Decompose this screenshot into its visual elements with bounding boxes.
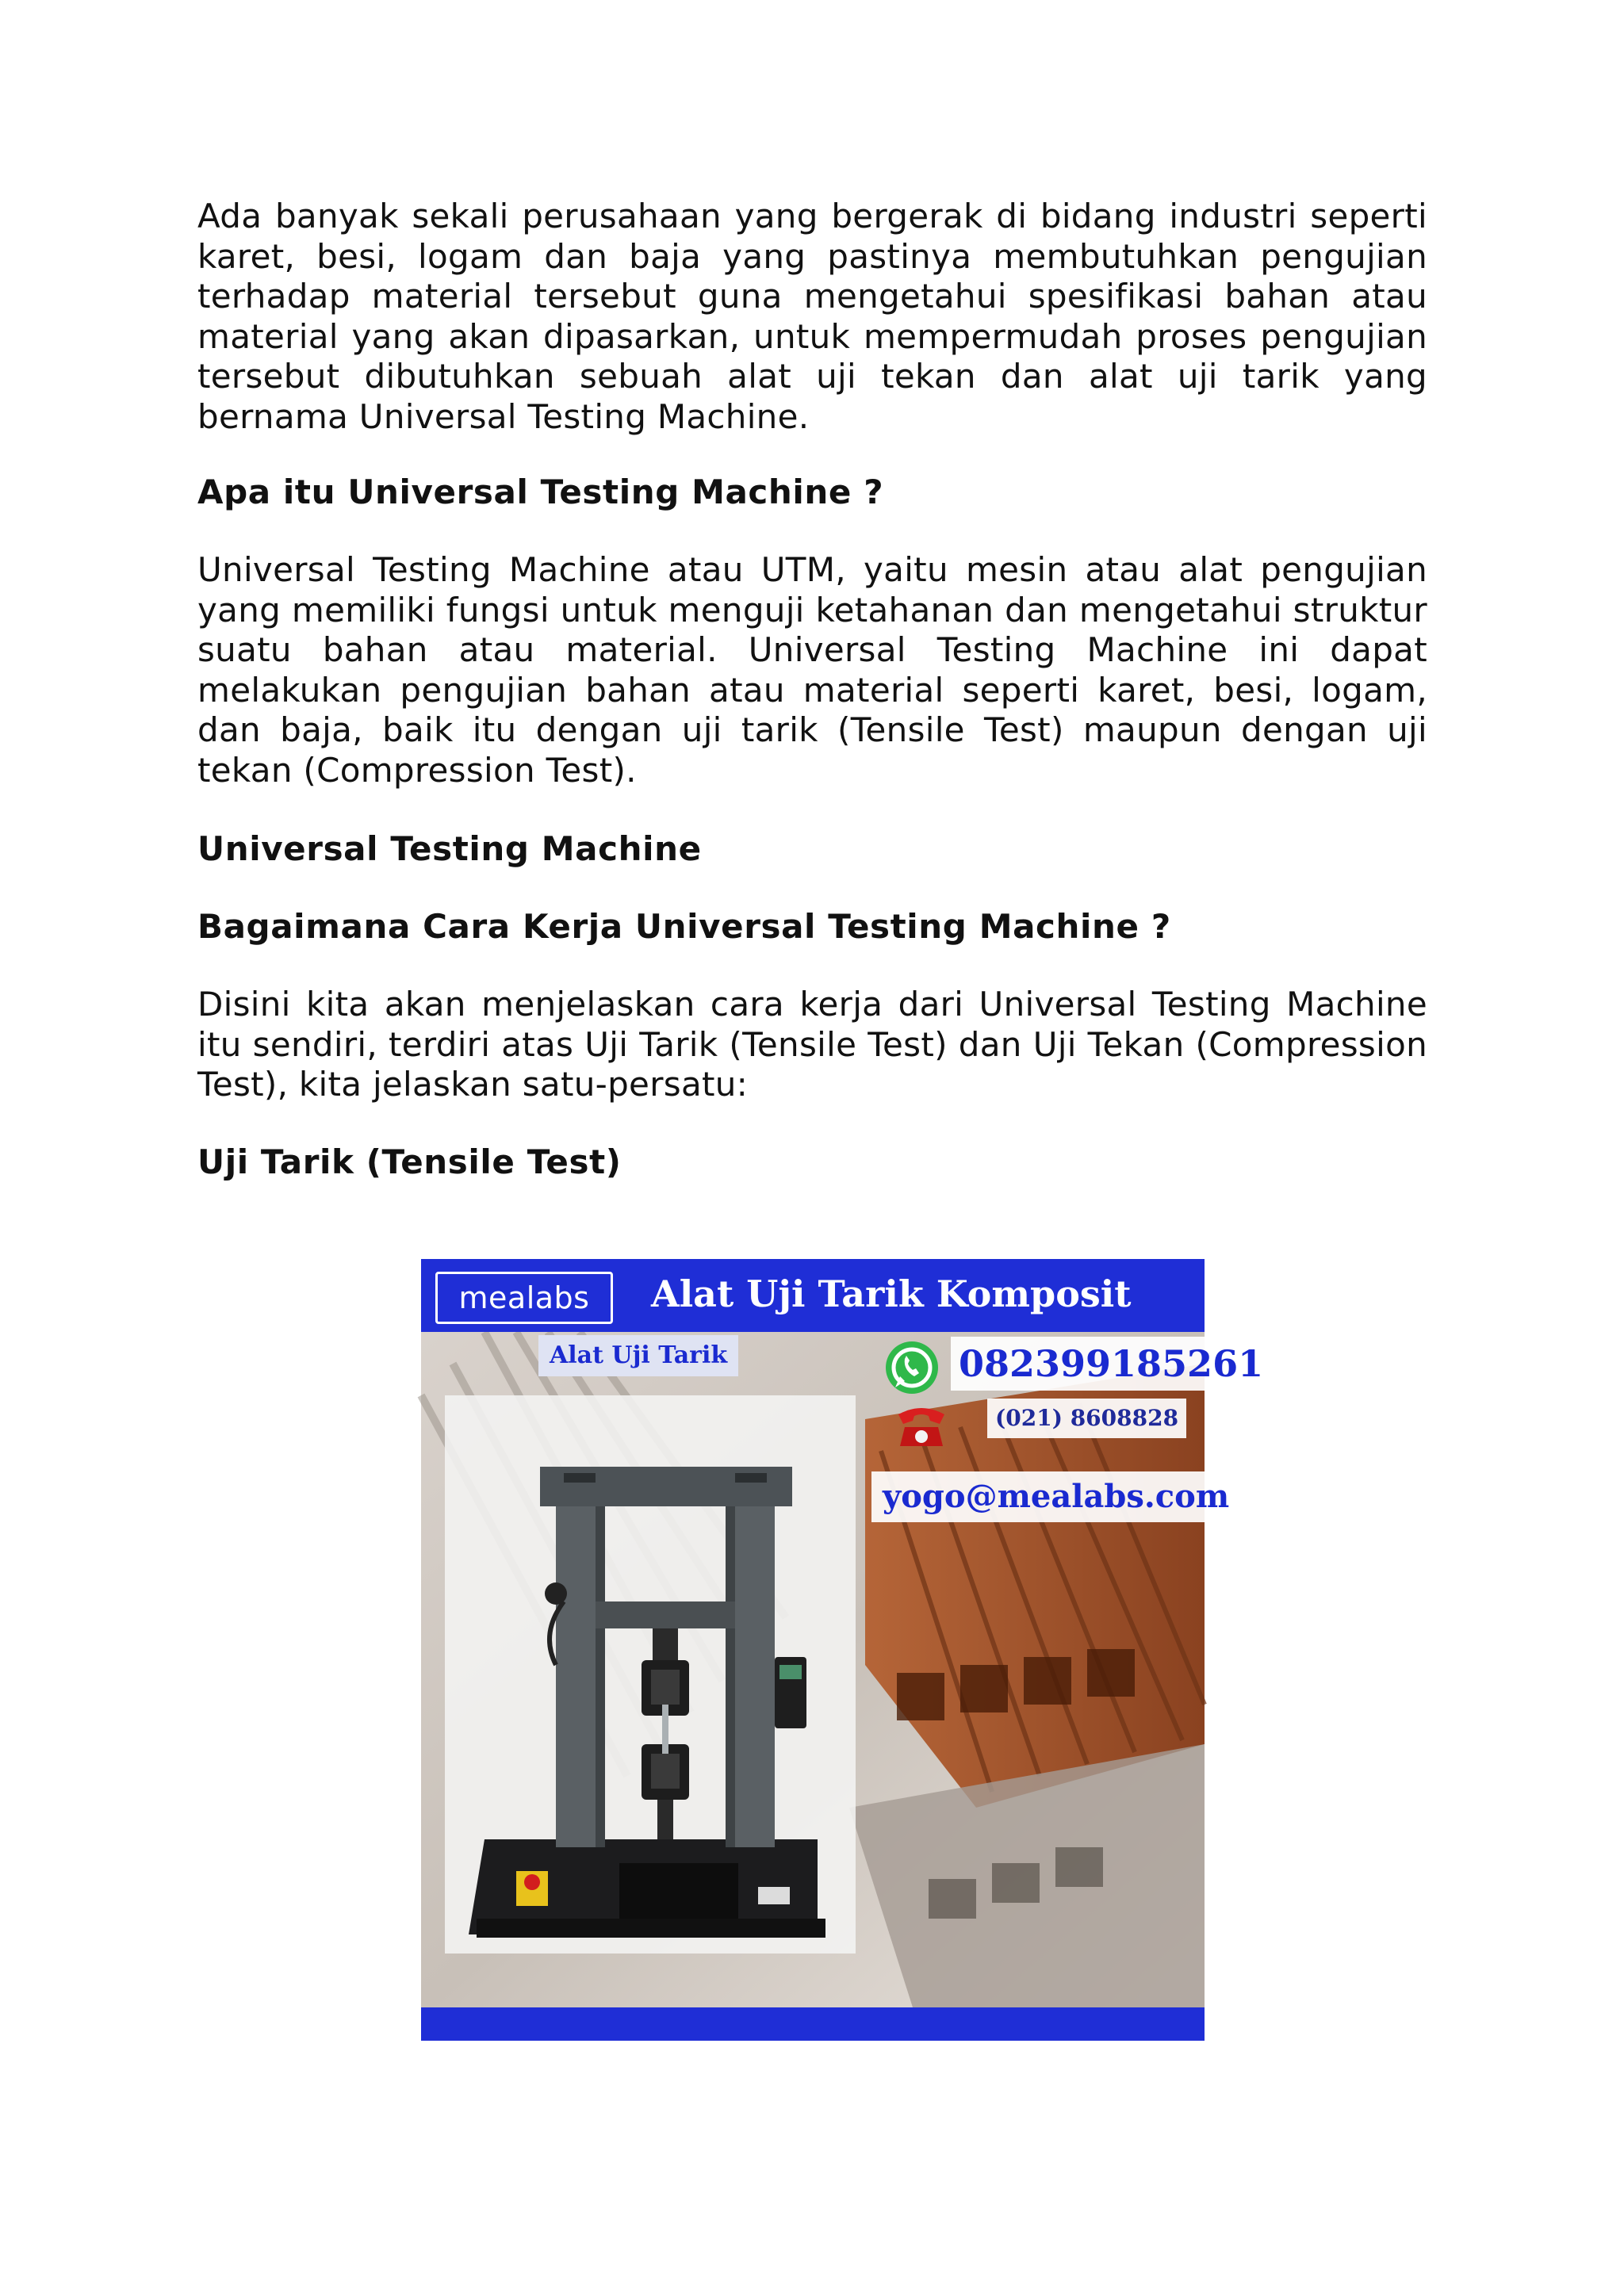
email-address: yogo@mealabs.com xyxy=(871,1471,1240,1522)
heading-how-utm-works: Bagaimana Cara Kerja Universal Testing Machine ? xyxy=(197,907,1171,946)
heading-tensile-test: Uji Tarik (Tensile Test) xyxy=(197,1142,622,1181)
telephone-number: (021) 8608828 xyxy=(987,1399,1186,1438)
heading-block-1 xyxy=(197,473,1427,512)
mealabs-logo: mealabs xyxy=(435,1272,613,1324)
product-image xyxy=(421,1259,1264,2041)
product-label: Alat Uji Tarik xyxy=(538,1335,738,1376)
heading-block-4 xyxy=(197,1142,1427,1182)
telephone-icon xyxy=(894,1400,949,1449)
bottom-bar xyxy=(421,2007,1205,2041)
whatsapp-icon xyxy=(883,1338,941,1397)
intro-paragraph: Ada banyak sekali perusahaan yang bergerak di bidang industri seperti karet, besi, logam dan baja yang pastinya membutuhkan pengujian terhadap material tersebut guna mengetahui spesifikasi bahan atau material yang akan dipasarkan, untuk mempermudah proses pengujian tersebut dibutuhkan sebuah alat uji tekan dan alat uji tarik yang bernama Universal Testing Machine. xyxy=(197,197,1427,436)
heading-what-is-utm: Apa itu Universal Testing Machine ? xyxy=(197,473,884,511)
banner-title: Alat Uji Tarik Komposit xyxy=(651,1272,1132,1315)
heading-block-2 xyxy=(197,829,1427,869)
explanation-paragraph-block xyxy=(197,985,1427,1105)
intro-paragraph-block xyxy=(197,197,1427,437)
explanation-paragraph: Disini kita akan menjelaskan cara kerja dari Universal Testing Machine itu sendiri, terdiri atas Uji Tarik (Tensile Test) dan Uji Tekan (Compression Test), kita jelaskan satu-persatu: xyxy=(197,985,1427,1104)
heading-block-3 xyxy=(197,907,1427,947)
definition-paragraph-block xyxy=(197,550,1427,790)
universal-testing-machine-illustration xyxy=(445,1395,856,1954)
definition-paragraph: Universal Testing Machine atau UTM, yaitu mesin atau alat pengujian yang memiliki fungsi untuk menguji ketahanan dan mengetahui struktur suatu bahan atau material. Universal Testing Machine ini dapat melakukan pengujian bahan atau material seperti karet, besi, logam, dan baja, baik itu dengan uji tarik (Tensile Test) maupun dengan uji tekan (Compression Test). xyxy=(197,550,1427,790)
phone-number: 082399185261 xyxy=(951,1337,1271,1391)
heading-utm: Universal Testing Machine xyxy=(197,829,702,868)
